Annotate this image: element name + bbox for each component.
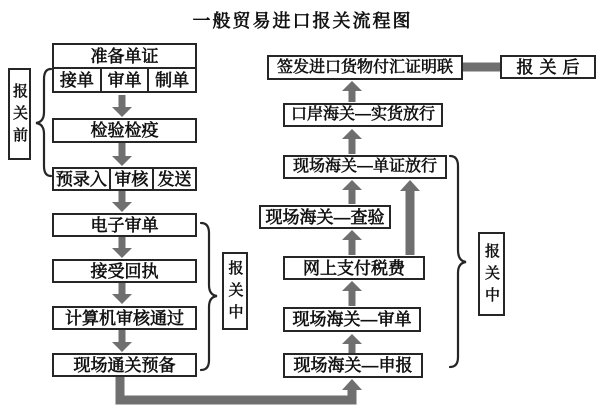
site-customs-review-box: 现场海关—审单 <box>283 307 421 332</box>
l-connector <box>120 377 362 400</box>
receive-receipt-box: 接受回执 <box>52 259 197 283</box>
online-tax-payment-box: 网上支付税费 <box>283 256 425 280</box>
down-arrow <box>112 190 132 212</box>
site-customs-doc-release-box: 现场海关—单证放行 <box>283 155 447 179</box>
review-doc-cell: 审单 <box>102 69 150 91</box>
pre-entry-row <box>52 167 197 191</box>
up-arrow <box>342 334 362 353</box>
diagram-title: 一般贸易进口报关流程图 <box>192 11 413 31</box>
brace-during-customs-right <box>450 156 466 367</box>
inspection-quarantine-box: 检验检疫 <box>52 118 197 143</box>
during-customs-right-label: 报关中 <box>478 232 505 316</box>
during-customs-left-label: 报关中 <box>222 252 248 330</box>
up-arrow <box>342 180 362 204</box>
down-arrow <box>112 142 132 166</box>
down-arrow <box>112 329 132 352</box>
computer-check-passed-box: 计算机审核通过 <box>52 306 197 330</box>
after-customs-box: 报关后 <box>500 55 596 79</box>
make-doc-cell: 制单 <box>155 70 190 90</box>
up-arrow <box>342 129 362 154</box>
prepare-documents-box <box>52 43 197 93</box>
brace-during-customs-left <box>201 223 217 370</box>
bypass-up-arrow <box>400 180 420 255</box>
site-clearance-prep-box: 现场通关预备 <box>52 353 197 377</box>
link-bar <box>462 63 501 72</box>
electronic-review-box: 电子审单 <box>52 213 197 237</box>
prepare-documents-cells <box>54 69 195 91</box>
brace-before-customs <box>36 69 51 176</box>
down-arrow <box>112 282 132 304</box>
down-arrow <box>112 95 132 117</box>
port-customs-cargo-release-box: 口岸海关—实货放行 <box>283 103 443 127</box>
receive-doc-cell: 接单 <box>54 69 102 91</box>
pre-entry-cells <box>54 169 195 189</box>
prepare-documents-header: 准备单证 <box>54 45 195 69</box>
issue-payment-certificate-box: 签发进口货物付汇证明联 <box>267 55 463 80</box>
up-arrow <box>342 81 362 102</box>
send-cell: 发送 <box>157 169 192 189</box>
pre-entry-cell: 预录入 <box>54 169 111 189</box>
up-arrow <box>342 230 362 255</box>
site-customs-declare-box: 现场海关—申报 <box>283 353 423 378</box>
audit-cell: 审核 <box>111 169 154 189</box>
up-arrow <box>342 281 362 306</box>
down-arrow <box>112 236 132 258</box>
before-customs-label: 报关前 <box>8 68 31 160</box>
site-customs-inspection-box: 现场海关—查验 <box>259 205 391 229</box>
